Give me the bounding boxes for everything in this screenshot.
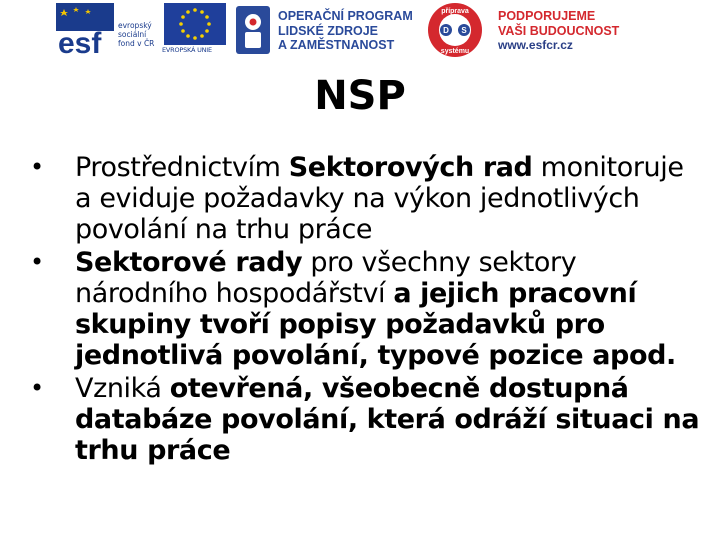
esf-text (118, 21, 154, 48)
podporujeme-logo (498, 9, 619, 53)
esf-line-3: fond v ČR (118, 39, 155, 48)
pod-line-2: VAŠI BUDOUCNOST (498, 23, 620, 38)
bullet-bold-text: Sektorové rady (75, 247, 303, 278)
pod-line-1: PODPORUJEME (498, 9, 596, 23)
op-lzz-logo (236, 4, 416, 56)
eu-flag-icon (164, 3, 226, 45)
op-lzz-mark-icon (236, 6, 270, 54)
seal-letter-s: S (461, 26, 467, 35)
slide-title: NSP (314, 73, 406, 119)
seal-bottom-text: systému (440, 48, 470, 55)
op-line-1: OPERAČNÍ PROGRAM (278, 9, 413, 23)
eu-logo (164, 3, 226, 55)
seal-letter-d: D (443, 26, 449, 35)
bullet-item (30, 247, 702, 371)
op-line-3: A ZAMĚSTNANOST (278, 38, 395, 52)
op-line-2: LIDSKÉ ZDROJE (278, 23, 379, 38)
seal-top-text: příprava (441, 8, 469, 15)
op-lzz-text (278, 9, 413, 53)
esf-mark-icon (56, 3, 114, 55)
bullet-bold-text: a jejich pracovní skupiny tvoří popisy požadavků pro jednotlivá povolání, typové pozice apod. (75, 278, 676, 371)
bullet-bold-text: otevřená, všeobecně dostupná databáze povolání, která odráží situaci na trhu práce (75, 373, 700, 466)
logo-bar (0, 0, 720, 62)
ds-seal-logo (427, 2, 483, 58)
bullet-text: monitoruje a eviduje požadavky na výkon jednotlivých povolání na trhu práce (75, 152, 684, 245)
bullet-item (30, 373, 702, 466)
bullet-list (30, 152, 702, 468)
esf-mark-text: esf (58, 27, 102, 55)
esf-line-1: evropský (118, 21, 152, 30)
bullet-text: pro všechny sektory národního hospodářství (75, 247, 577, 309)
esf-logo (56, 3, 160, 55)
bullet-text: Vzniká (75, 373, 170, 404)
bullet-text: Prostřednictvím (75, 152, 289, 183)
eu-caption: EVROPSKÁ UNIE (162, 46, 212, 54)
bullet-bold-text: Sektorových rad (288, 152, 533, 183)
bullet-item (30, 152, 702, 245)
pod-url: www.esfcr.cz (498, 38, 573, 52)
esf-line-2: sociální (118, 30, 147, 39)
